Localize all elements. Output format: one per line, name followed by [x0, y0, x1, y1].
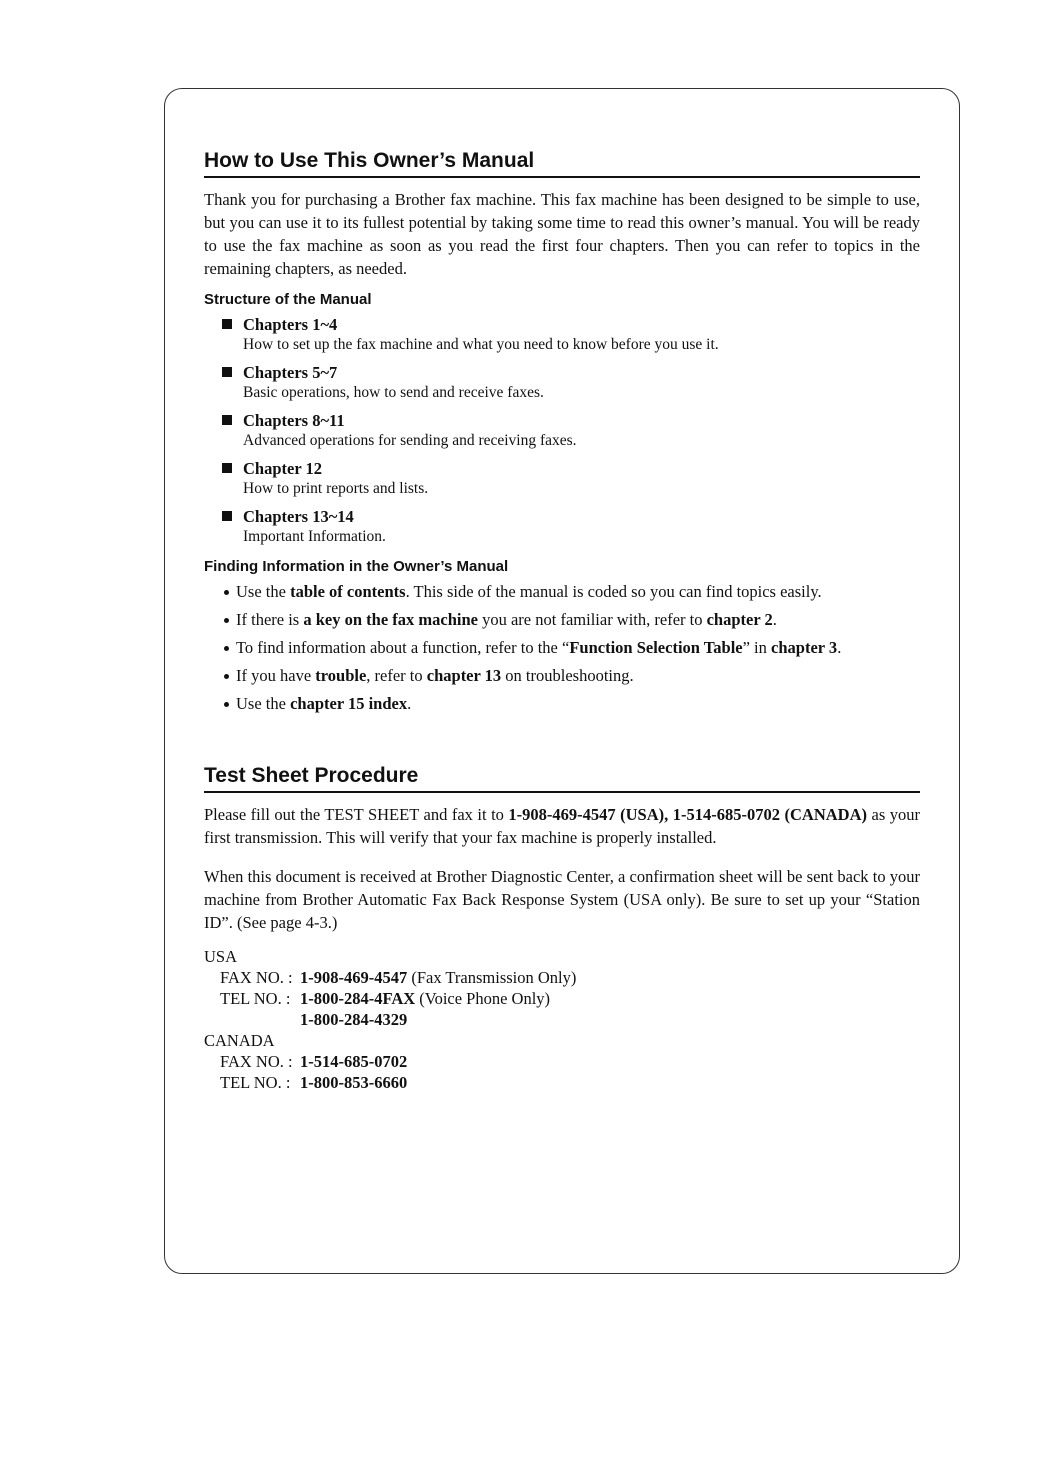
bullet-dot-icon — [224, 618, 229, 623]
chapter-item — [222, 458, 920, 499]
square-bullet-icon — [222, 319, 232, 329]
tel-number: 1-800-853-6660 — [300, 1073, 408, 1092]
fax-label: FAX NO. : — [220, 968, 293, 987]
chapter-desc: How to set up the fax machine and what you need to know before you use it. — [243, 336, 719, 353]
fax-number: 1-908-469-4547 — [300, 968, 408, 987]
chapter-item — [222, 506, 920, 547]
square-bullet-icon — [222, 415, 232, 425]
test-sheet-paragraph-1: Please fill out the TEST SHEET and fax it to 1-908-469-4547 (USA), 1-514-685-0702 (CANADA) as your first transmission. This will verify that your fax machine is properly installed. — [204, 805, 920, 847]
finding-title: Finding Information in the Owner’s Manual — [204, 558, 509, 575]
square-bullet-icon — [222, 511, 232, 521]
chapter-heading: Chapter 12 — [243, 459, 322, 478]
chapter-item — [222, 314, 920, 355]
tel-label: TEL NO. : — [220, 1073, 291, 1092]
chapter-heading: Chapters 8~11 — [243, 411, 345, 430]
chapter-desc: Important Information. — [243, 528, 386, 545]
square-bullet-icon — [222, 367, 232, 377]
fax-label: FAX NO. : — [220, 1052, 293, 1071]
chapter-desc: Advanced operations for sending and receiving faxes. — [243, 432, 577, 449]
list-item: If you have trouble, refer to chapter 13 on troubleshooting. — [204, 665, 920, 687]
tel-number-2: 1-800-284-4329 — [300, 1010, 408, 1029]
canada-fax-row — [204, 1051, 920, 1072]
test-sheet-section — [204, 763, 920, 1093]
manual-content — [204, 148, 920, 1093]
chapter-list — [222, 314, 920, 547]
intro-paragraph: Thank you for purchasing a Brother fax machine. This fax machine has been designed to be simple to use, but you can use it to its fullest potential by taking some time to read this owner’s manual. You will be ready to use the fax machine as soon as you read the first four chapters. Then you can refer to topics in the remaining chapters, as needed. — [204, 190, 920, 278]
list-item: If there is a key on the fax machine you are not familiar with, refer to chapter 2. — [204, 609, 920, 631]
square-bullet-icon — [222, 463, 232, 473]
section-title-test-sheet: Test Sheet Procedure — [204, 763, 920, 793]
chapter-desc: Basic operations, how to send and receive faxes. — [243, 384, 544, 401]
canada-tel-row — [204, 1072, 920, 1093]
chapter-desc: How to print reports and lists. — [243, 480, 429, 497]
tel-label: TEL NO. : — [220, 989, 291, 1008]
chapter-item — [222, 362, 920, 403]
usa-fax-row: FAX NO. : 1-908-469-4547 (Fax Transmission Only) — [204, 967, 920, 988]
bullet-dot-icon — [224, 590, 229, 595]
usa-tel-row-2 — [204, 1009, 920, 1030]
chapter-heading: Chapters 1~4 — [243, 315, 338, 334]
section-title-how-to-use: How to Use This Owner’s Manual — [204, 148, 920, 178]
chapter-item — [222, 410, 920, 451]
tel-number: 1-800-284-4FAX — [300, 989, 416, 1008]
canada-label: CANADA — [204, 1031, 275, 1050]
test-sheet-paragraph-2: When this document is received at Brother Diagnostic Center, a confirmation sheet will be sent back to your machine from Brother Automatic Fax Back Response System (USA only). Be sure to set up your “Station ID”. (See page 4-3.) — [204, 867, 920, 932]
chapter-heading: Chapters 13~14 — [243, 507, 354, 526]
list-item: To find information about a function, refer to the “Function Selection Table” in chapter 3. — [204, 637, 920, 659]
chapter-heading: Chapters 5~7 — [243, 363, 338, 382]
usa-tel-row: TEL NO. : 1-800-284-4FAX (Voice Phone Only) — [204, 988, 920, 1009]
bullet-dot-icon — [224, 674, 229, 679]
list-item: Use the table of contents. This side of the manual is coded so you can find topics easily. — [204, 581, 920, 603]
finding-list — [204, 581, 920, 715]
structure-title: Structure of the Manual — [204, 291, 372, 308]
usa-label: USA — [204, 947, 238, 966]
list-item: Use the chapter 15 index. — [204, 693, 920, 715]
bullet-dot-icon — [224, 702, 229, 707]
contact-block — [204, 946, 920, 1093]
fax-number: 1-514-685-0702 — [300, 1052, 408, 1071]
bullet-dot-icon — [224, 646, 229, 651]
